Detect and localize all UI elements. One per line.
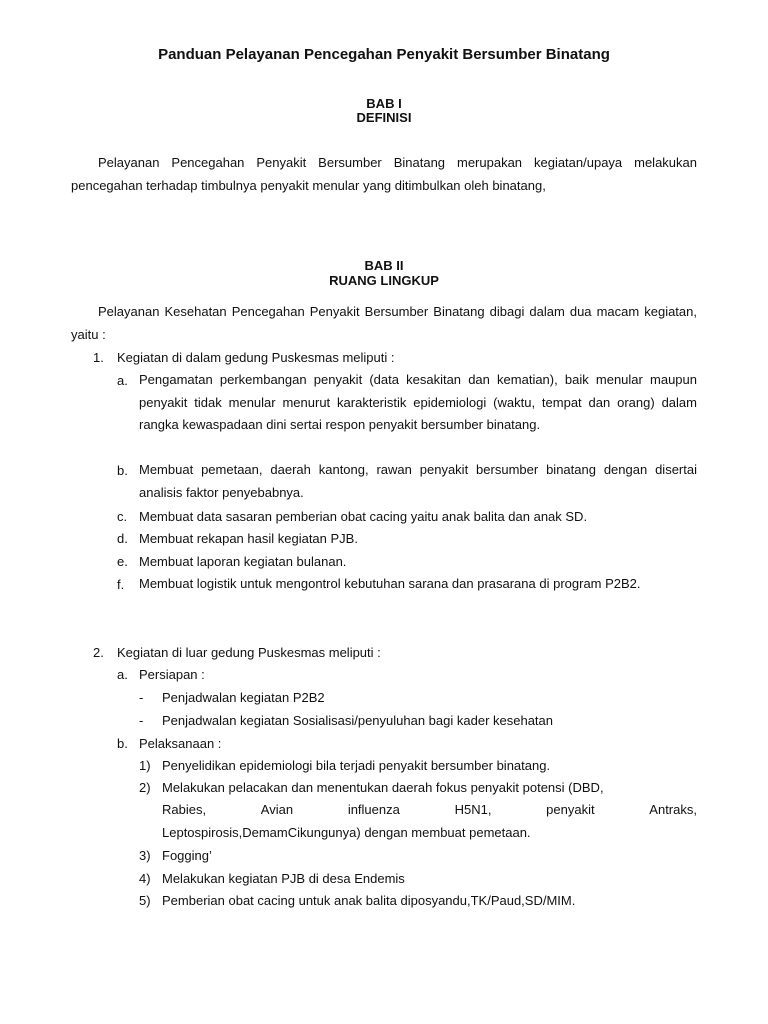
bullet-dash: - bbox=[139, 713, 144, 728]
list-item-line: Leptospirosis,DemamCikungunya) dengan membuat pemetaan. bbox=[162, 825, 531, 840]
list-item: Penjadwalan kegiatan P2B2 bbox=[162, 690, 325, 705]
word: Avian bbox=[260, 802, 294, 817]
list-marker: b. bbox=[117, 463, 128, 478]
list-marker: c. bbox=[117, 509, 128, 524]
list-item: Membuat laporan kegiatan bulanan. bbox=[139, 554, 347, 569]
list-marker: 2) bbox=[139, 780, 151, 795]
list-item: Membuat data sasaran pemberian obat cacing yaitu anak balita dan anak SD. bbox=[139, 509, 588, 524]
pelaksanaan-label: Pelaksanaan : bbox=[139, 736, 222, 751]
list-marker: f. bbox=[117, 577, 125, 592]
list-marker: 1) bbox=[139, 758, 151, 773]
section1-text: Kegiatan di dalam gedung Puskesmas meliputi : bbox=[117, 350, 395, 365]
list-item-line bbox=[162, 800, 697, 820]
list-marker: 3) bbox=[139, 848, 151, 863]
document-title: Panduan Pelayanan Pencegahan Penyakit Bersumber Binatang bbox=[158, 46, 610, 63]
list-item: Penyelidikan epidemiologi bila terjadi penyakit bersumber binatang. bbox=[162, 758, 551, 773]
list-marker: 5) bbox=[139, 893, 151, 908]
list-item: Pengamatan perkembangan penyakit (data kesakitan dan kematian), baik menular maupun penyakit tidak menular menurut karakteristik epidemiologi (waktu, tempat dan orang) dalam rangka kewaspadaan dini sertai respon penyakit bersumber binatang. bbox=[139, 372, 697, 433]
list-item: Melakukan kegiatan PJB di desa Endemis bbox=[162, 871, 405, 886]
bab1-heading: BAB I bbox=[366, 96, 402, 111]
section1-marker: 1. bbox=[93, 350, 104, 365]
persiapan-label: Persiapan : bbox=[139, 667, 205, 682]
list-item: Membuat logistik untuk mengontrol kebutuhan sarana dan prasarana di program P2B2. bbox=[139, 576, 641, 591]
section2-text: Kegiatan di luar gedung Puskesmas meliputi : bbox=[117, 645, 381, 660]
list-marker: 4) bbox=[139, 871, 151, 886]
word: Rabies, bbox=[162, 802, 207, 817]
list-item: Membuat pemetaan, daerah kantong, rawan penyakit bersumber binatang dengan disertai analisis faktor penyebabnya. bbox=[139, 462, 697, 500]
word: H5N1, bbox=[454, 802, 492, 817]
list-marker: d. bbox=[117, 531, 128, 546]
word: influenza bbox=[347, 802, 400, 817]
bab1-paragraph: Pelayanan Pencegahan Penyakit Bersumber Binatang merupakan kegiatan/upaya melakukan pencegahan terhadap timbulnya penyakit menular yang ditimbulkan oleh binatang, bbox=[71, 155, 697, 193]
list-item: Penjadwalan kegiatan Sosialisasi/penyuluhan bagi kader kesehatan bbox=[162, 713, 553, 728]
bab2-heading: BAB II bbox=[364, 258, 404, 273]
list-marker: e. bbox=[117, 554, 128, 569]
list-marker: a. bbox=[117, 667, 128, 682]
section2-marker: 2. bbox=[93, 645, 104, 660]
list-marker: a. bbox=[117, 373, 128, 388]
list-item: Pemberian obat cacing untuk anak balita diposyandu,TK/Paud,SD/MIM. bbox=[162, 893, 576, 908]
list-item: Membuat rekapan hasil kegiatan PJB. bbox=[139, 531, 358, 546]
bullet-dash: - bbox=[139, 690, 144, 705]
bab2-subheading: RUANG LINGKUP bbox=[329, 273, 439, 288]
word: penyakit bbox=[546, 802, 595, 817]
word: Antraks, bbox=[649, 802, 697, 817]
list-item-line: Melakukan pelacakan dan menentukan daerah fokus penyakit potensi (DBD, bbox=[162, 780, 604, 795]
bab2-paragraph: Pelayanan Kesehatan Pencegahan Penyakit Bersumber Binatang dibagi dalam dua macam kegiatan, yaitu : bbox=[71, 304, 697, 342]
list-marker: b. bbox=[117, 736, 128, 751]
bab1-subheading: DEFINISI bbox=[356, 110, 412, 125]
list-item: Fogging’ bbox=[162, 848, 212, 863]
